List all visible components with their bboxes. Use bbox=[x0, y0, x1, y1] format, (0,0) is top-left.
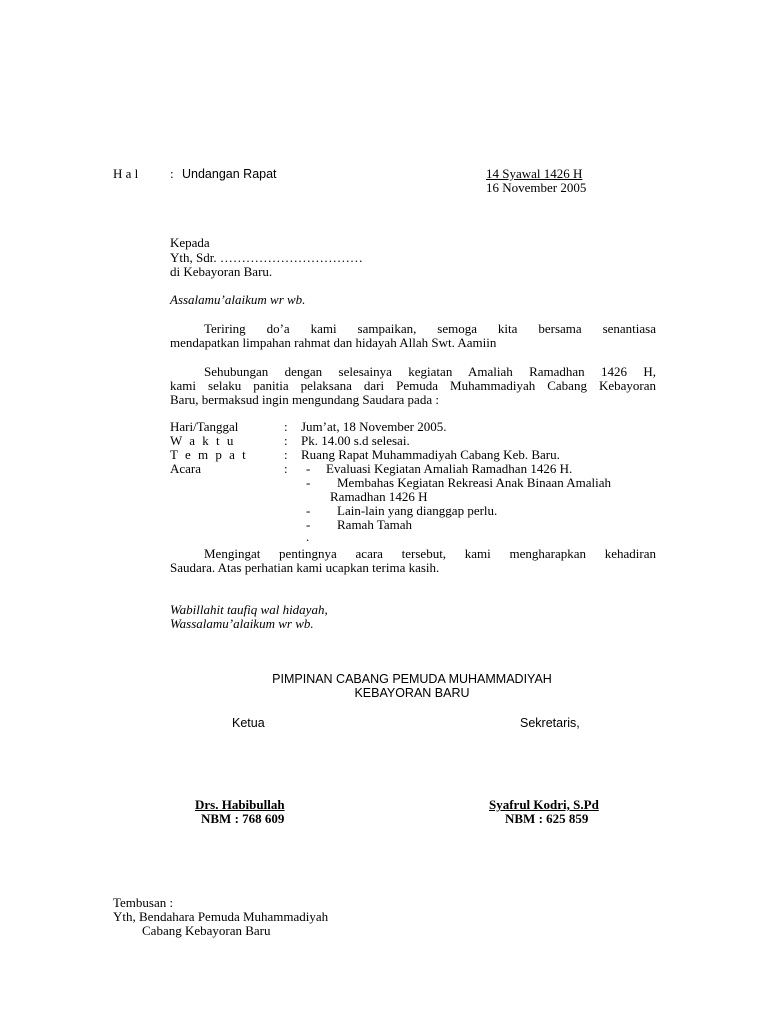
acara-item-1: Evaluasi Kegiatan Amaliah Ramadhan 1426 H. bbox=[326, 461, 573, 476]
acara-item-3: Lain-lain yang dianggap perlu. bbox=[337, 503, 498, 518]
acara-item-4: Ramah Tamah bbox=[337, 517, 413, 532]
detail-waktu-colon: : bbox=[284, 433, 288, 448]
detail-hari-colon: : bbox=[284, 419, 288, 434]
date-gregorian: 16 November 2005 bbox=[486, 180, 587, 195]
paragraph2-line2: kami selaku panitia pelaksana dari Pemuda Muhammadiyah Cabang Kebayoran bbox=[170, 378, 656, 393]
detail-tempat-label: T e m p a t bbox=[170, 447, 248, 462]
acara-dash-3: - bbox=[306, 503, 311, 518]
detail-hari-value: Jum’at, 18 November 2005. bbox=[301, 419, 447, 434]
closing-line1: Wabillahit taufiq wal hidayah, bbox=[170, 602, 328, 617]
acara-trailing-dot: . bbox=[306, 529, 310, 544]
acara-dash-1: - bbox=[306, 461, 311, 476]
detail-tempat-colon: : bbox=[284, 447, 288, 462]
cc-line2: Cabang Kebayoran Baru bbox=[142, 923, 271, 938]
cc-label: Tembusan : bbox=[113, 895, 174, 910]
paragraph2-line3: Baru, bermaksud ingin mengundang Saudara pada : bbox=[170, 392, 439, 407]
organization-area: KEBAYORAN BARU bbox=[354, 686, 470, 700]
acara-item-2-cont: Ramadhan 1426 H bbox=[330, 489, 428, 504]
paragraph1-line2: mendapatkan limpahan rahmat dan hidayah Allah Swt. Aamiin bbox=[170, 335, 497, 350]
signature-right-title: Sekretaris, bbox=[520, 716, 580, 730]
cc-line1: Yth, Bendahara Pemuda Muhammadiyah bbox=[113, 909, 329, 924]
detail-waktu-value: Pk. 14.00 s.d selesai. bbox=[301, 433, 410, 448]
paragraph3-line2: Saudara. Atas perhatian kami ucapkan terima kasih. bbox=[170, 560, 440, 575]
signature-left-nbm: NBM : 768 609 bbox=[201, 811, 285, 826]
acara-dash-2: - bbox=[306, 475, 311, 490]
hal-label: H a l bbox=[113, 166, 139, 181]
hal-colon: : bbox=[170, 166, 174, 181]
detail-acara-colon: : bbox=[284, 461, 288, 476]
greeting: Assalamu’alaikum wr wb. bbox=[170, 292, 306, 307]
hal-subject: Undangan Rapat bbox=[182, 167, 277, 181]
acara-dash-4: - bbox=[306, 517, 311, 532]
recipient-location: di Kebayoran Baru. bbox=[170, 264, 273, 279]
closing-line2: Wassalamu’alaikum wr wb. bbox=[170, 616, 314, 631]
signature-left-name: Drs. Habibullah bbox=[195, 797, 285, 812]
paragraph3-line1: Mengingat pentingnya acara tersebut, kami mengharapkan kehadiran bbox=[204, 546, 656, 561]
signature-right-nbm: NBM : 625 859 bbox=[505, 811, 589, 826]
organization-name: PIMPINAN CABANG PEMUDA MUHAMMADIYAH bbox=[272, 672, 552, 686]
signature-left-title: Ketua bbox=[232, 716, 265, 730]
detail-waktu-label: W a k t u bbox=[170, 433, 236, 448]
detail-acara-label: Acara bbox=[170, 461, 202, 476]
date-hijri: 14 Syawal 1426 H bbox=[486, 166, 583, 181]
recipient-name-line: Yth, Sdr. …………………………… bbox=[170, 250, 363, 265]
paragraph1-line1: Teriring do’a kami sampaikan, semoga kita bersama senantiasa bbox=[204, 321, 656, 336]
detail-hari-label: Hari/Tanggal bbox=[170, 419, 239, 434]
detail-tempat-value: Ruang Rapat Muhammadiyah Cabang Keb. Baru. bbox=[301, 447, 560, 462]
paragraph2-line1: Sehubungan dengan selesainya kegiatan Amaliah Ramadhan 1426 H, bbox=[204, 364, 656, 379]
acara-item-2: Membahas Kegiatan Rekreasi Anak Binaan Amaliah bbox=[337, 475, 612, 490]
signature-right-name: Syafrul Kodri, S.Pd bbox=[489, 797, 599, 812]
recipient-kepada: Kepada bbox=[170, 235, 210, 250]
